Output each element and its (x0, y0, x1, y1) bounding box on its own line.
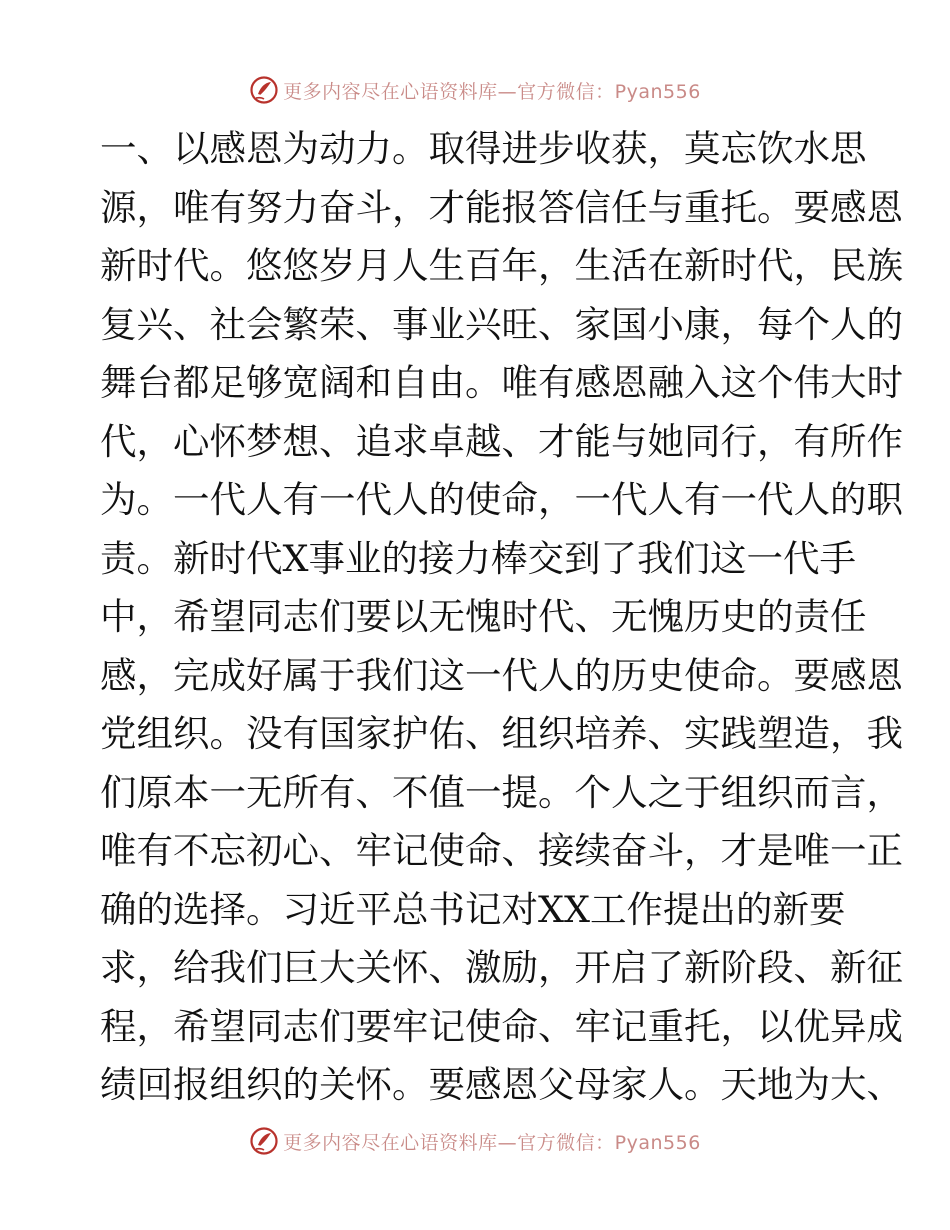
logo-icon (249, 1126, 279, 1156)
text-line: 责。新时代X事业的接力棒交到了我们这一代手 (100, 536, 856, 580)
text-line: 复兴、社会繁荣、事业兴旺、家国小康，每个人的 (100, 302, 903, 346)
text-line: 中，希望同志们要以无愧时代、无愧历史的责任 (100, 595, 867, 638)
text-line: 党组织。没有国家护佑、组织培养、实践塑造，我 (100, 712, 903, 755)
text-line: 感，完成好属于我们这一代人的历史使命。要感恩 (100, 653, 903, 697)
text-line: 新时代。悠悠岁月人生百年，生活在新时代，民族 (100, 244, 903, 287)
text-line: 程，希望同志们要牢记使命、牢记重托，以优异成 (100, 1004, 903, 1048)
text-line: 源，唯有努力奋斗，才能报答信任与重托。要感恩 (100, 185, 903, 229)
text-line: 代，心怀梦想、追求卓越、才能与她同行，有所作 (100, 419, 903, 463)
footer-banner (0, 1123, 950, 1159)
text-line: 为。一代人有一代人的使命，一代人有一代人的职 (100, 478, 903, 521)
header-banner-text: 更多内容尽在心语资料库—官方微信：Pyan556 (283, 80, 701, 103)
text-line: 求，给我们巨大关怀、激励，开启了新阶段、新征 (100, 946, 903, 989)
text-line: 绩回报组织的关怀。要感恩父母家人。天地为大、 (100, 1063, 903, 1106)
text-line: 一、以感恩为动力。取得进步收获，莫忘饮水思 (100, 127, 867, 170)
text-line: 唯有不忘初心、牢记使命、接续奋斗，才是唯一正 (100, 829, 903, 872)
logo-icon (249, 75, 279, 105)
text-line: 舞台都足够宽阔和自由。唯有感恩融入这个伟大时 (100, 361, 903, 404)
text-line: 确的选择。习近平总书记对XX工作提出的新要 (100, 887, 846, 931)
footer-banner-text: 更多内容尽在心语资料库—官方微信：Pyan556 (283, 1131, 701, 1154)
header-banner (0, 72, 950, 108)
document-body (100, 120, 903, 1115)
text-line: 们原本一无所有、不值一提。个人之于组织而言， (100, 770, 903, 814)
